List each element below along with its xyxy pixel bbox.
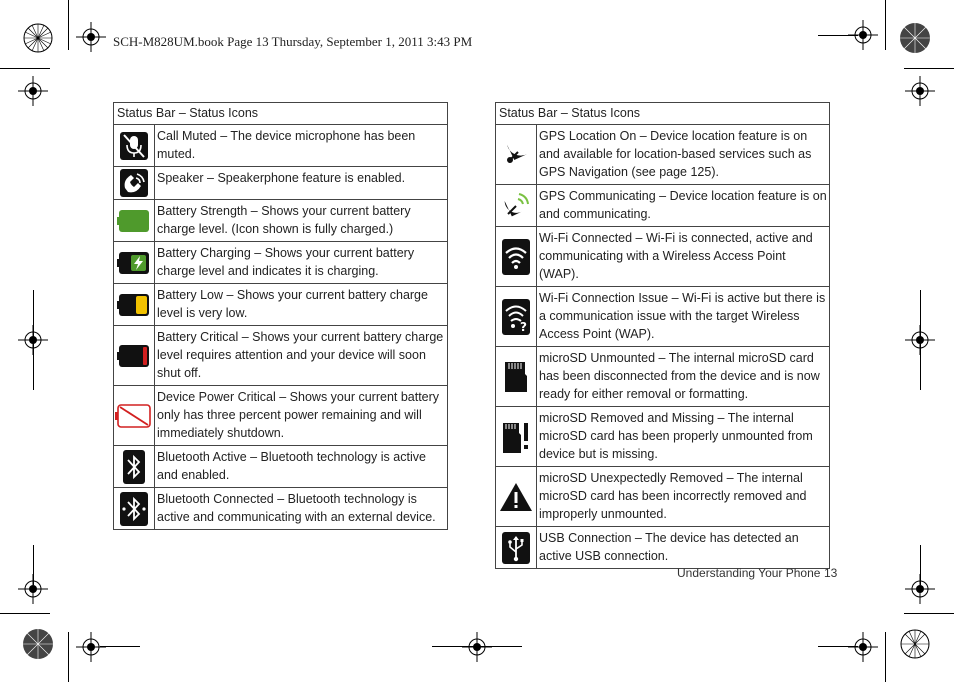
- table-row: [496, 467, 830, 527]
- table-row: [114, 326, 448, 386]
- crop-line: [885, 632, 886, 682]
- battery-low-icon: [117, 293, 151, 317]
- table-row: [114, 284, 448, 326]
- gps-on-icon: [500, 140, 532, 170]
- table-row: [114, 386, 448, 446]
- registration-mark-icon: [899, 22, 931, 54]
- crop-line: [818, 35, 858, 36]
- bluetooth-connected-icon: [120, 492, 148, 526]
- icon-description: Battery Strength – Shows your current battery charge level. (Icon shown is fully charged.): [155, 200, 448, 242]
- icon-description: GPS Communicating – Device location feature is on and communicating.: [537, 185, 830, 227]
- crop-line: [904, 68, 954, 69]
- svg-text:?: ?: [520, 319, 527, 334]
- table-row: [496, 527, 830, 569]
- microsd-missing-icon: [501, 419, 531, 455]
- icon-description: Bluetooth Connected – Bluetooth technology is active and communicating with an external device.: [155, 488, 448, 530]
- registration-mark-icon: [22, 628, 54, 660]
- table-row: [114, 488, 448, 530]
- crosshair-mark-icon: [76, 632, 106, 662]
- icon-description: Speaker – Speakerphone feature is enabled.: [155, 167, 448, 200]
- icon-description: microSD Unmounted – The internal microSD card has been disconnected from the device and is now ready for either removal or formatting.: [537, 347, 830, 407]
- crop-line: [885, 0, 886, 50]
- crop-line: [68, 0, 69, 50]
- crop-line: [920, 545, 921, 585]
- speaker-icon: [119, 168, 149, 198]
- table-row: [496, 185, 830, 227]
- table-row: [496, 125, 830, 185]
- table-row: [114, 242, 448, 284]
- power-critical-icon: [115, 403, 153, 429]
- table-row: [496, 287, 830, 347]
- crosshair-mark-icon: [905, 76, 935, 106]
- crop-line: [920, 290, 921, 390]
- footer-section-title: Understanding Your Phone: [677, 566, 821, 580]
- table-row: [496, 347, 830, 407]
- table-title: Status Bar – Status Icons: [114, 103, 448, 125]
- table-row: [496, 227, 830, 287]
- call-muted-icon: [119, 131, 149, 161]
- printer-header-slug: SCH-M828UM.book Page 13 Thursday, September 1, 2011 3:43 PM: [113, 34, 473, 49]
- usb-icon: [502, 532, 530, 564]
- crop-line: [33, 290, 34, 390]
- gps-communicating-icon: [500, 190, 532, 222]
- status-icons-table-left: [113, 102, 448, 530]
- crop-line: [0, 68, 50, 69]
- crosshair-mark-icon: [18, 76, 48, 106]
- icon-description: USB Connection – The device has detected an active USB connection.: [537, 527, 830, 569]
- crosshair-mark-icon: [848, 632, 878, 662]
- icon-description: Call Muted – The device microphone has been muted.: [155, 125, 448, 167]
- icon-description: Battery Low – Shows your current battery charge level is very low.: [155, 284, 448, 326]
- battery-critical-icon: [117, 344, 151, 368]
- table-row: [114, 125, 448, 167]
- icon-description: Device Power Critical – Shows your current battery only has three percent power remaining and will immediately shutdown.: [155, 386, 448, 446]
- table-row: [114, 200, 448, 242]
- crop-line: [432, 646, 522, 647]
- icon-description: GPS Location On – Device location feature is on and available for location-based services such as GPS Navigation (see page 125).: [537, 125, 830, 185]
- icon-description: Battery Charging – Shows your current battery charge level and indicates it is charging.: [155, 242, 448, 284]
- crop-line: [100, 646, 140, 647]
- microsd-unexpected-icon: [498, 481, 534, 513]
- registration-mark-icon: [22, 22, 54, 54]
- crop-line: [68, 632, 69, 682]
- crop-line: [33, 545, 34, 585]
- status-icons-table-right: [495, 102, 830, 569]
- icon-description: microSD Unexpectedly Removed – The internal microSD card has been incorrectly removed and improperly unmounted.: [537, 467, 830, 527]
- bluetooth-active-icon: [123, 450, 145, 484]
- crosshair-mark-icon: [76, 22, 106, 52]
- icon-description: Bluetooth Active – Bluetooth technology is active and enabled.: [155, 446, 448, 488]
- battery-full-icon: [117, 209, 151, 233]
- wifi-issue-icon: [502, 299, 530, 335]
- icon-description: Wi-Fi Connection Issue – Wi-Fi is active but there is a communication issue with the target Wireless Access Point (WAP).: [537, 287, 830, 347]
- crop-line: [818, 646, 858, 647]
- icon-description: microSD Removed and Missing – The internal microSD card has been properly unmounted from device but is missing.: [537, 407, 830, 467]
- icon-description: Wi-Fi Connected – Wi-Fi is connected, active and communicating with a Wireless Access Point (WAP).: [537, 227, 830, 287]
- battery-charging-icon: [117, 251, 151, 275]
- page-number: 13: [824, 566, 838, 580]
- microsd-unmounted-icon: [503, 360, 529, 394]
- table-row: [114, 167, 448, 200]
- crosshair-mark-icon: [462, 632, 492, 662]
- registration-mark-icon: [899, 628, 931, 660]
- table-title: Status Bar – Status Icons: [496, 103, 830, 125]
- crop-line: [0, 613, 50, 614]
- icon-description: Battery Critical – Shows your current battery charge level requires attention and your device will soon shut off.: [155, 326, 448, 386]
- table-row: [496, 407, 830, 467]
- crop-line: [904, 613, 954, 614]
- table-row: [114, 446, 448, 488]
- wifi-connected-icon: [502, 239, 530, 275]
